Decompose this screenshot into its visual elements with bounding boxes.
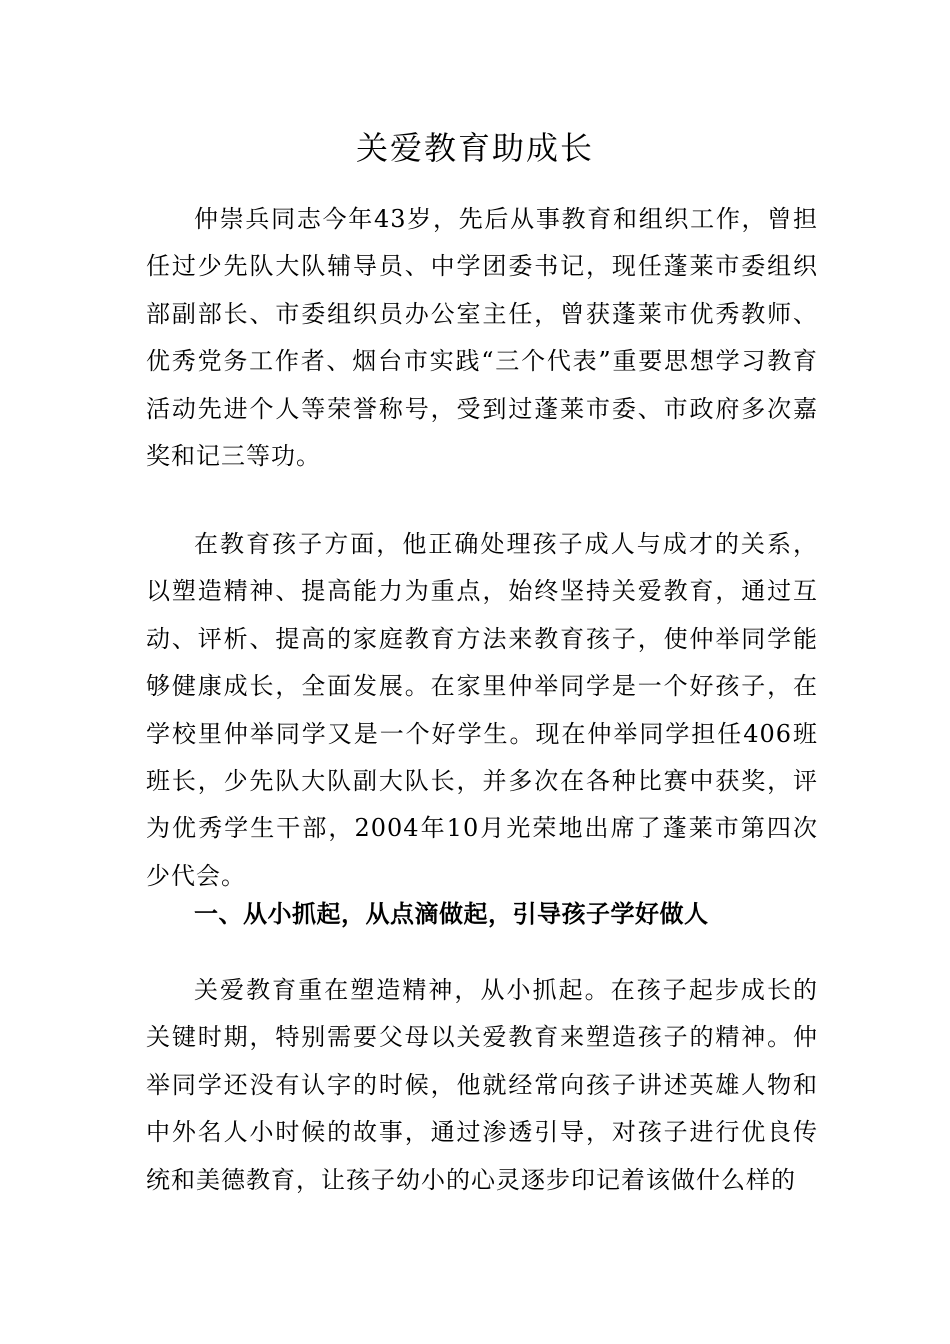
- paragraph-education: 在教育孩子方面，他正确处理孩子成人与成才的关系，以塑造精神、提高能力为重点，始终坚持关爱教育，通过互动、评析、提高的家庭教育方法来教育孩子，使仲举同学能够健康成长，全面发展。在家里仲举同学是一个好孩子，在学校里仲举同学又是一个好学生。现在仲举同学担任406班班长，少先队大队副大队长，并多次在各种比赛中获奖，评为优秀学生干部，2004年10月光荣地出席了蓬莱市第四次少代会。: [146, 530, 818, 890]
- document-title: 关爱教育助成长: [355, 129, 594, 167]
- paragraph-section-body: 关爱教育重在塑造精神，从小抓起。在孩子起步成长的关键时期，特别需要父母以关爱教育来塑造孩子的精神。仲举同学还没有认字的时候，他就经常向孩子讲述英雄人物和中外名人小时候的故事，通过渗透引导，对孩子进行优良传统和美德教育，让孩子幼小的心灵逐步印记着该做什么样的: [146, 976, 818, 1194]
- section-heading: 一、从小抓起，从点滴做起，引导孩子学好做人: [194, 900, 709, 928]
- paragraph-intro: 仲崇兵同志今年43岁，先后从事教育和组织工作，曾担任过少先队大队辅导员、中学团委书记，现任蓬莱市委组织部副部长、市委组织员办公室主任，曾获蓬莱市优秀教师、优秀党务工作者、烟台市实践“三个代表”重要思想学习教育活动先进个人等荣誉称号，受到过蓬莱市委、市政府多次嘉奖和记三等功。: [146, 205, 818, 471]
